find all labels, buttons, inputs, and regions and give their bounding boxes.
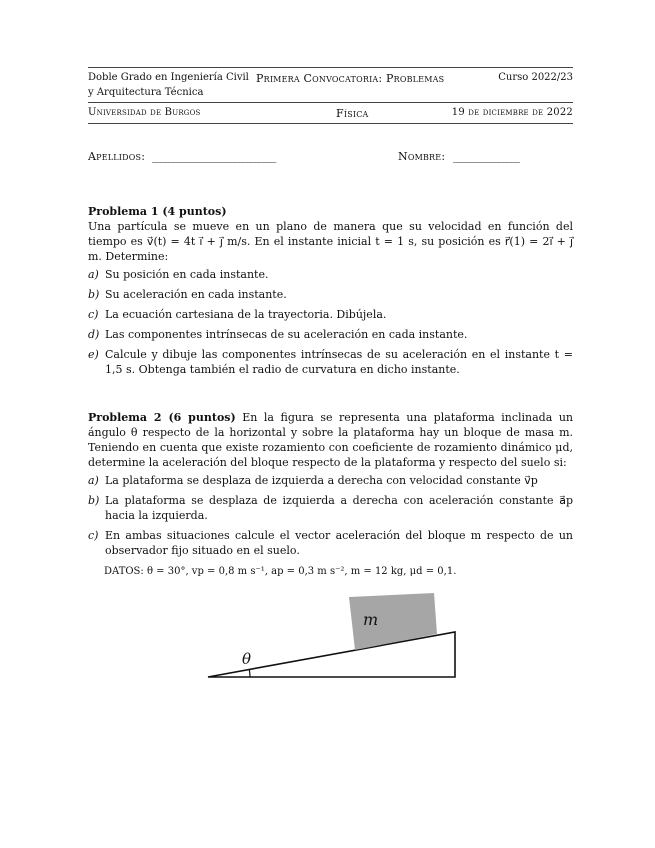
surname-field[interactable]: ______________________________: [152, 150, 276, 163]
course-year: Curso 2022/23: [498, 72, 573, 83]
problem-1-item-c: [88, 307, 573, 322]
problem-1-item-b: [88, 287, 573, 302]
header-middle-rule: [88, 102, 573, 103]
angle-label: θ: [242, 650, 252, 668]
item-text: La plataforma se desplaza de izquierda a derecha con aceleración constante a⃗p hacia la izquierda.: [105, 494, 573, 522]
header-bottom-rule: [88, 123, 573, 124]
exam-date: 19 de diciembre de 2022: [451, 107, 573, 118]
problem-2-title: Problema 2 (6 puntos): [88, 411, 236, 424]
item-text: En ambas situaciones calcule el vector aceleración del bloque m respecto de un observador fijo situado en el suelo.: [105, 529, 573, 557]
item-text: Su aceleración en cada instante.: [105, 288, 287, 301]
problem-2-item-b: [88, 493, 573, 523]
item-label: c): [88, 529, 99, 542]
item-label: e): [88, 348, 99, 361]
problem-2-data: DATOS: θ = 30°, vp = 0,8 m s⁻¹, ap = 0,3 m s⁻², m = 12 kg, μd = 0,1.: [104, 566, 457, 577]
item-label: a): [88, 474, 99, 487]
item-text: La plataforma se desplaza de izquierda a derecha con velocidad constante v⃗p: [105, 474, 538, 487]
item-label: a): [88, 268, 99, 281]
item-label: d): [88, 328, 100, 341]
problem-2: [88, 410, 573, 579]
block-label: m: [363, 610, 379, 629]
header-top-rule: [88, 67, 573, 68]
problem-2-statement: [88, 410, 573, 470]
degree-line-1: Doble Grado en Ingeniería Civil: [88, 72, 249, 83]
problem-1-statement: Una partícula se mueve en un plano de manera que su velocidad en función del tiempo es v⃗(t) = 4t ı⃗ + ȷ⃗ m/s. En el instante inicial t = 1 s, su posición es r⃗(1) = 2ı⃗ + ȷ⃗ m. Determine:: [88, 220, 573, 263]
problem-1-items: [88, 267, 573, 377]
inclined-plane-figure: [200, 588, 465, 683]
university-name: Universidad de Burgos: [88, 107, 201, 118]
item-text: Su posición en cada instante.: [105, 268, 269, 281]
problem-2-item-a: [88, 473, 573, 488]
problem-1-item-e: [88, 347, 573, 377]
item-label: c): [88, 308, 99, 321]
angle-arc: [249, 670, 250, 678]
problem-1: [88, 204, 573, 382]
name-label: Nombre:: [398, 150, 446, 163]
problem-2-item-c: [88, 528, 573, 558]
problem-1-title: Problema 1 (4 puntos): [88, 205, 227, 218]
surname-label: Apellidos:: [88, 150, 146, 163]
degree-line-2: y Arquitectura Técnica: [88, 87, 204, 98]
name-field[interactable]: ________________: [453, 150, 519, 163]
item-text: Calcule y dibuje las componentes intrínsecas de su aceleración en el instante t = 1,5 s. Obtenga también el radio de curvatura en dicho instante.: [105, 348, 573, 376]
item-label: b): [88, 494, 100, 507]
problem-1-item-d: [88, 327, 573, 342]
problem-2-items: [88, 473, 573, 558]
problem-1-item-a: [88, 267, 573, 282]
exam-title: Primera Convocatoria: Problemas: [256, 72, 445, 85]
item-text: Las componentes intrínsecas de su aceleración en cada instante.: [105, 328, 468, 341]
subject-name: Física: [336, 107, 369, 120]
item-label: b): [88, 288, 100, 301]
problem-2-intro: En la figura se representa una plataforma inclinada un ángulo θ respecto de la horizontal y sobre la plataforma hay un bloque de masa m. Teniendo en cuenta que existe rozamiento con coeficiente de rozamiento dinámico μd, determine la aceleración del bloque respecto de la plataforma y respecto del suelo si:: [88, 411, 573, 469]
item-text: La ecuación cartesiana de la trayectoria. Dibújela.: [105, 308, 387, 321]
